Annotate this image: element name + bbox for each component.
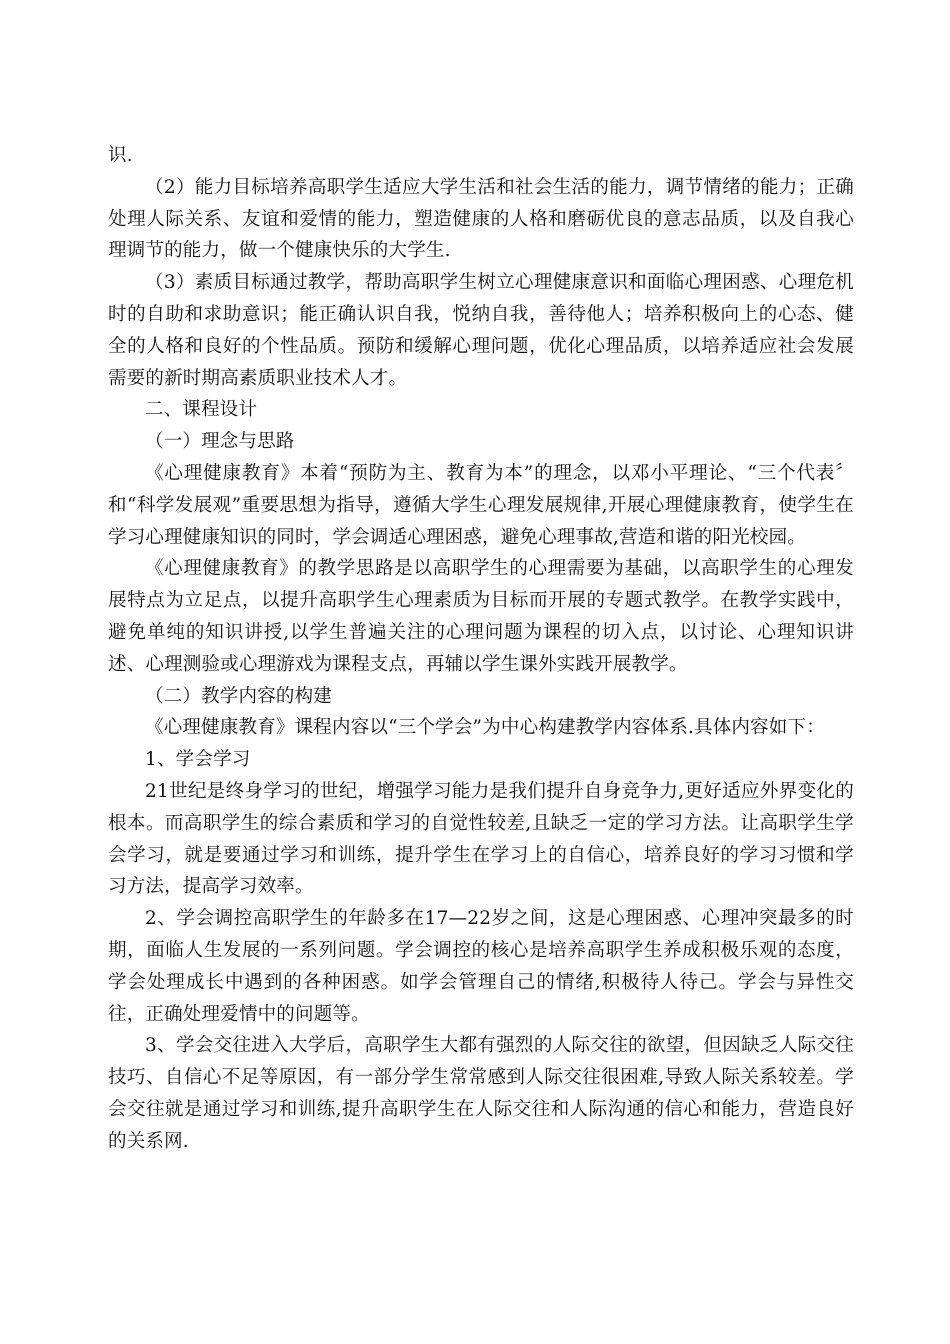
- paragraph-learn-to-regulate: 2、学会调控高职学生的年龄多在17—22岁之间，这是心理困惑、心理冲突最多的时期，面临人生发展的一系列问题。学会调控的核心是培养高职学生养成积极乐观的态度，学会处理成长中遇到的各种困惑。如学会管理自己的情绪,积极待人待己。学会与异性交往，正确处理爱情中的问题等。: [108, 908, 854, 1025]
- paragraph-concept: 《心理健康教育》本着“预防为主、教育为本”的理念，以邓小平理论、“三个代表〞和“科学发展观”重要思想为指导，遵循大学生心理发展规律,开展心理健康教育，使学生在学习心理健康知识的同时，学会调适心理困惑，避免心理事故,营造和谐的阳光校园。: [108, 462, 854, 548]
- paragraph-continuation: 识.: [108, 145, 133, 166]
- paragraph-quality-goal: （3）素质目标通过教学，帮助高职学生树立心理健康意识和面临心理困惑、心理危机时的自助和求助意识；能正确认识自我，悦纳自我，善待他人；培养积极向上的心态、健全的人格和良好的个性品质。预防和缓解心理问题，优化心理品质，以培养适应社会发展需要的新时期高素质职业技术人才。: [108, 272, 854, 389]
- paragraph-ability-goal: （2）能力目标培养高职学生适应大学生活和社会生活的能力，调节情绪的能力；正确处理人际关系、友谊和爱情的能力，塑造健康的人格和磨砺优良的意志品质，以及自我心理调节的能力，做一个健康快乐的大学生.: [108, 176, 854, 262]
- item-heading-learn-to-learn: 1、学会学习: [145, 749, 251, 771]
- document-page: [108, 140, 854, 1158]
- paragraph-learn-to-communicate: 3、学会交往进入大学后，高职学生大都有强烈的人际交往的欲望，但因缺乏人际交往技巧、自信心不足等原因，有一部分学生常常感到人际交往很困难,导致人际关系较差。学会交往就是通过学习和训练,提升高职学生在人际交往和人际沟通的信心和能力，营造良好的关系网.: [108, 1035, 854, 1152]
- paragraph-content-intro: 《心理健康教育》课程内容以“三个学会”为中心构建教学内容体系.具体内容如下：: [145, 717, 825, 739]
- paragraph-learn-to-learn: 21世纪是终身学习的世纪，增强学习能力是我们提升自身竞争力,更好适应外界变化的根本。而高职学生的综合素质和学习的自觉性较差,且缺乏一定的学习方法。让高职学生学会学习，就是要通过学习和训练，提升学生在学习上的自信心，培养良好的学习习惯和学习方法，提高学习效率。: [108, 780, 854, 898]
- subsection-heading-content: （二）教学内容的构建: [145, 685, 333, 707]
- subsection-heading-concept: （一）理念与思路: [145, 431, 295, 453]
- section-heading-course-design: 二、课程设计: [145, 399, 258, 421]
- paragraph-teaching-approach: 《心理健康教育》的教学思路是以高职学生的心理需要为基础，以高职学生的心理发展特点为立足点，以提升高职学生心理素质为目标而开展的专题式教学。在教学实践中，避免单纯的知识讲授,以学生普遍关注的心理问题为课程的切入点，以讨论、心理知识讲述、心理测验或心理游戏为课程支点，再辅以学生课外实践开展教学。: [108, 558, 854, 675]
